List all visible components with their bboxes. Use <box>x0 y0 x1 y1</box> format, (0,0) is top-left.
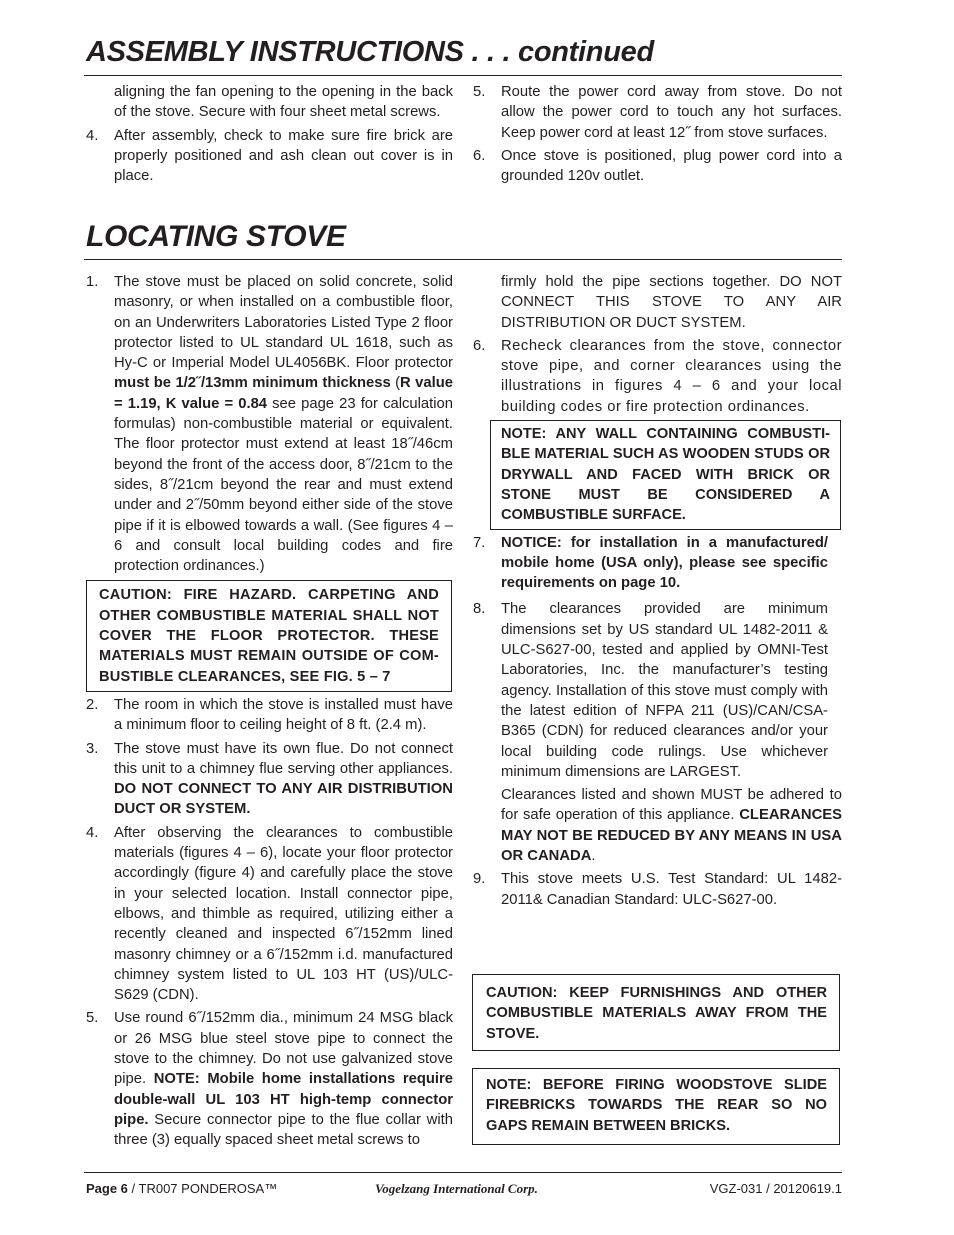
item-text: This stove meets U.S. Test Standard: UL 1482-2011& Canadian Standard: ULC-S627-00. <box>501 871 842 908</box>
assembly-right-column <box>473 82 842 189</box>
footer-rule <box>84 1172 842 1173</box>
item-number: 1. <box>86 274 99 290</box>
item-text: The clearances provided are minimum dimensions set by US standard UL 1482-2011 & ULC-S627-00, tested and applied by OMNI-Test Laboratories, Inc. the manufacturer’s testing agency. Installation of this stove must comply with the latest edition of NFPA 211 (US)/CAN/CSA-B365 (CDN) for reduced clearances and/or your local building code rulings. Use whichever minimum dimensions are LARGEST. <box>501 601 828 780</box>
note-box-combustible-wall: NOTE: ANY WALL CONTAINING COMBUSTI-BLE MATERIAL SUCH AS WOODEN STUDS OR DRYWALL AND FACED WITH BRICK OR STONE MUST BE CONSIDERED A COMBUSTIBLE SURFACE. <box>490 420 841 529</box>
footer-doc-code: VGZ-031 / 20120619.1 <box>709 1181 842 1196</box>
item-text: NOTICE: for installation in a manufactured/ mobile home (USA only), please see specific requirements on page 10. <box>501 534 828 592</box>
item-text: Once stove is positioned, plug power cord into a grounded 120v outlet. <box>501 147 842 185</box>
title-rule <box>84 259 842 260</box>
item-number: 5. <box>86 1010 99 1027</box>
item-text: Route the power cord away from stove. Do not allow the power cord to touch any hot surfaces. Keep power cord at least 12˝ from stove surfaces. <box>501 84 842 141</box>
item-5-continued-text: firmly hold the pipe sections together. DO NOT CONNECT THIS STOVE TO ANY AIR DISTRIBUTION OR DUCT SYSTEM. <box>501 274 842 331</box>
note-box-firebricks: NOTE: BEFORE FIRING WOODSTOVE SLIDE FIREBRICKS TOWARDS THE REAR SO NO GAPS REMAIN BETWEEN BRICKS. <box>472 1068 840 1145</box>
item-number: 5. <box>473 84 486 100</box>
list-item <box>86 739 453 820</box>
item-text: Use round 6˝/152mm dia., minimum 24 MSG black or 26 MSG blue steel stove pipe to connect the stove to the chimney. Do not use galvanized stove pipe. NOTE: Mobile home installations require double-wall UL 103 HT high-temp connector pipe. Secure connector pipe to the flue collar with three (3) equally spaced sheet metal screws to <box>114 1010 453 1149</box>
item-number: 2. <box>86 696 99 713</box>
locating-left-column <box>86 272 453 1153</box>
item-number: 8. <box>473 601 486 618</box>
assembly-continued-text: aligning the fan opening to the opening in the back of the stove. Secure with four sheet metal screws. <box>114 84 453 121</box>
list-item <box>86 823 453 1006</box>
item-text: The room in which the stove is installed must have a minimum floor to ceiling height of 8 ft. (2.4 m). <box>114 696 453 734</box>
item-text: The stove must have its own flue. Do not connect this unit to a chimney flue serving other appliances. DO NOT CONNECT TO ANY AIR DISTRIBUTION DUCT OR SYSTEM. <box>114 740 453 818</box>
item-number: 6. <box>473 337 486 354</box>
item-number: 3. <box>86 740 99 757</box>
locating-right-column <box>473 272 842 913</box>
item-text: Recheck clearances from the stove, connector stove pipe, and corner clearances using the illustrations in figures 4 – 6 and your local building codes or fire protection ordinances. <box>501 337 842 415</box>
item-number: 7. <box>473 534 486 551</box>
list-item <box>473 869 842 910</box>
list-item <box>473 599 842 782</box>
title-rule <box>84 75 842 76</box>
caution-box-furnishings: CAUTION: KEEP FURNISHINGS AND OTHER COMBUSTIBLE MATERIALS AWAY FROM THE STOVE. <box>472 974 840 1051</box>
list-item <box>473 336 842 417</box>
list-item <box>473 82 842 143</box>
clearances-paragraph: Clearances listed and shown MUST be adhered to for safe operation of this appliance. CLEARANCES MAY NOT BE REDUCED BY ANY MEANS IN USA OR CANADA. <box>501 787 842 865</box>
item-text: After assembly, check to make sure fire brick are properly positioned and ash clean out cover is in place. <box>114 127 453 185</box>
section-title-locating-stove: LOCATING STOVE <box>86 220 346 253</box>
item-text: After observing the clearances to combustible materials (figures 4 – 6), locate your floor protector accordingly (figure 4) and carefully place the stove in your selected location. Install connector pipe, elbows, and thimble as required, utilizing either a recently cleaned and inspected 6˝/152mm lined masonry chimney or a 6˝/152mm i.d. manufactured chimney system listed to UL 103 HT (US)/ULC-S629 (CDN). <box>114 824 453 1004</box>
caution-box-fire-hazard: CAUTION: FIRE HAZARD. CARPETING AND OTHER COMBUSTIBLE MATERIAL SHALL NOT COVER THE FLOOR PROTECTOR. THESE MATERIALS MUST REMAIN OUTSIDE OF COM-BUSTIBLE CLEARANCES, SEE FIG. 5 – 7 <box>86 580 452 691</box>
item-number: 6. <box>473 147 486 164</box>
list-item <box>86 126 453 187</box>
footer-company: Vogelzang International Corp. <box>375 1181 538 1196</box>
item-number: 4. <box>86 127 99 144</box>
list-item <box>473 533 842 594</box>
item-number: 9. <box>473 871 486 888</box>
item-text: The stove must be placed on solid concrete, solid masonry, or when installed on a combustible floor, on an Underwriters Laboratories Listed Type 2 floor protector listed to UL standard UL 1618, such as Hy-C or Imperial Model UL4056BK. Floor protector must be 1/2˝/13mm minimum thickness (R value = 1.19, K value = 0.84 see page 23 for calculation formulas) non-combustible material or equivalent. The floor protector must extend at least 18˝/46cm beyond the front of the access door, 8˝/21cm to the sides, 8˝/21cm beyond the rear and must extend under and 2˝/50mm beyond either side of the stove pipe if it is elbowed towards a wall. (See figures 4 – 6 and consult local building codes and fire protection ordinances.) <box>114 274 453 575</box>
section-title-assembly: ASSEMBLY INSTRUCTIONS . . . continued <box>86 36 654 68</box>
list-item <box>86 1008 453 1150</box>
footer-page: Page 6 / TR007 PONDEROSA™ <box>86 1181 278 1196</box>
item-number: 4. <box>86 824 99 841</box>
assembly-left-column <box>86 82 453 189</box>
list-item <box>86 695 453 736</box>
list-item <box>86 272 453 576</box>
list-item <box>473 146 842 187</box>
